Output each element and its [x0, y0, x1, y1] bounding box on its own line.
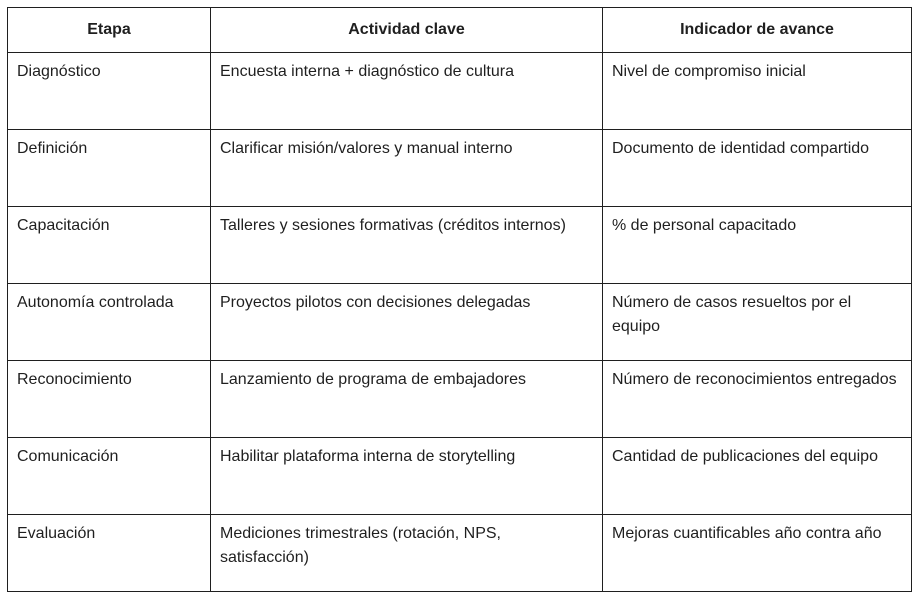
- stage-label: Diagnóstico: [17, 63, 101, 80]
- table-cell-activity: [211, 207, 603, 284]
- table-cell-activity: [211, 130, 603, 207]
- table-row: [8, 130, 912, 207]
- activity-text: Talleres y sesiones formativas (créditos internos): [220, 217, 566, 234]
- activity-text: Habilitar plataforma interna de storytelling: [220, 448, 516, 465]
- header-etapa: Etapa: [8, 8, 211, 53]
- stage-label: Definición: [17, 140, 88, 157]
- table-cell-stage: [8, 438, 211, 515]
- indicator-text: Documento de identidad compartido: [612, 140, 870, 157]
- table-cell-stage: [8, 53, 211, 130]
- activity-text: Encuesta interna + diagnóstico de cultura: [220, 63, 514, 80]
- table-row: [8, 438, 912, 515]
- table-cell-activity: [211, 361, 603, 438]
- activity-text: Proyectos pilotos con decisiones delegadas: [220, 294, 531, 311]
- indicator-text: Número de reconocimientos entregados: [612, 371, 897, 388]
- table-cell-indicator: [603, 130, 912, 207]
- table-row: [8, 207, 912, 284]
- table-cell-activity: [211, 438, 603, 515]
- stage-label: Capacitación: [17, 217, 110, 234]
- table-cell-stage: [8, 130, 211, 207]
- header-actividad-clave: Actividad clave: [211, 8, 603, 53]
- table-cell-activity: [211, 53, 603, 130]
- activity-text: Lanzamiento de programa de embajadores: [220, 371, 526, 388]
- stage-label: Evaluación: [17, 525, 96, 542]
- table-row: [8, 361, 912, 438]
- activity-text: Clarificar misión/valores y manual interno: [220, 140, 513, 157]
- table-cell-indicator: [603, 207, 912, 284]
- table-cell-stage: [8, 284, 211, 361]
- table-cell-indicator: [603, 515, 912, 592]
- indicator-text: Número de casos resueltos por el equipo: [612, 294, 852, 335]
- indicator-text: Nivel de compromiso inicial: [612, 63, 806, 80]
- table-row: [8, 515, 912, 592]
- stage-label: Reconocimiento: [17, 371, 132, 388]
- table-cell-indicator: [603, 438, 912, 515]
- table-cell-stage: [8, 361, 211, 438]
- table-cell-stage: [8, 207, 211, 284]
- table-row: [8, 284, 912, 361]
- table-cell-activity: [211, 515, 603, 592]
- table-cell-stage: [8, 515, 211, 592]
- table-row: [8, 53, 912, 130]
- indicator-text: Mejoras cuantificables año contra año: [612, 525, 882, 542]
- indicator-text: Cantidad de publicaciones del equipo: [612, 448, 878, 465]
- stages-table: [7, 7, 912, 592]
- table-body: [8, 53, 912, 592]
- table-header: [8, 8, 912, 53]
- header-row: [8, 8, 912, 53]
- stage-label: Comunicación: [17, 448, 119, 465]
- table-cell-indicator: [603, 361, 912, 438]
- table-cell-activity: [211, 284, 603, 361]
- table-cell-indicator: [603, 53, 912, 130]
- indicator-text: % de personal capacitado: [612, 217, 797, 234]
- stage-label: Autonomía controlada: [17, 294, 174, 311]
- header-indicador-de-avance: Indicador de avance: [603, 8, 912, 53]
- stages-table-container: [7, 7, 912, 592]
- activity-text: Mediciones trimestrales (rotación, NPS, satisfacción): [220, 525, 501, 566]
- table-cell-indicator: [603, 284, 912, 361]
